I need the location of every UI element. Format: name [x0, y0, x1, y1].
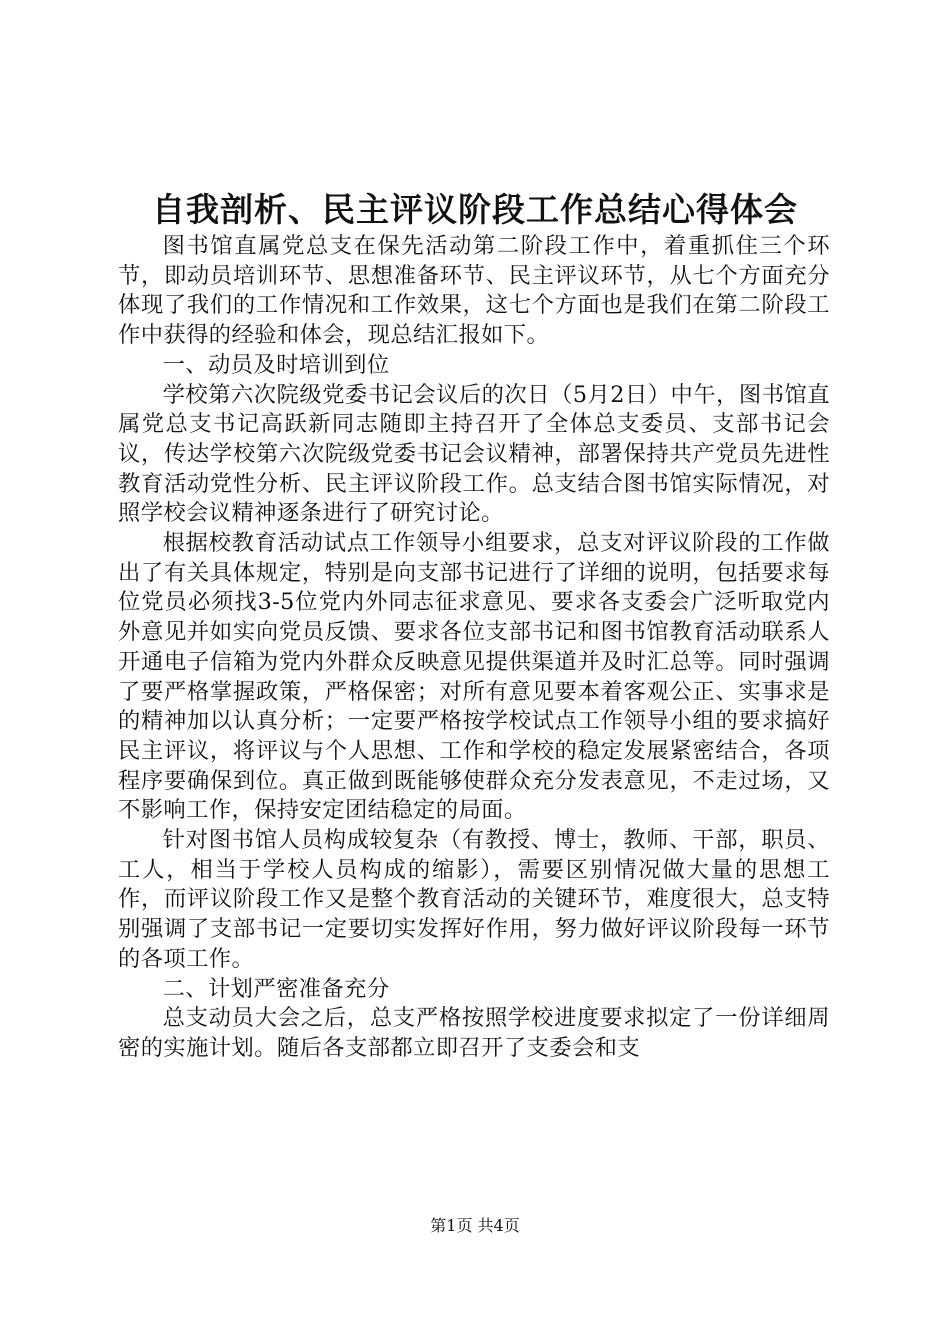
section-heading-1: 一、动员及时培训到位	[162, 351, 390, 378]
section-heading-2: 二、计划严密准备充分	[162, 975, 390, 1002]
paragraph-section2-a: 总支动员大会之后，总支严格按照学校进度要求拟定了一份详细周密的实施计划。随后各支部都立即召开了支委会和支	[118, 1005, 830, 1061]
page-footer: 第1页 共4页	[430, 1216, 520, 1235]
document-body	[118, 232, 830, 1064]
paragraph-section1-a: 学校第六次院级党委书记会议后的次日（5月2日）中午，图书馆直属党总支书记高跃新同志随即主持召开了全体总支委员、支部书记会议，传达学校第六次院级党委书记会议精神，部署保持共产党员先进性教育活动党性分析、民主评议阶段工作。总支结合图书馆实际情况，对照学校会议精神逐条进行了研究讨论。	[118, 381, 830, 527]
paragraph-intro: 图书馆直属党总支在保先活动第二阶段工作中，着重抓住三个环节，即动员培训环节、思想准备环节、民主评议环节，从七个方面充分体现了我们的工作情况和工作效果，这七个方面也是我们在第二阶段工作中获得的经验和体会，现总结汇报如下。	[118, 233, 830, 349]
paragraph-section1-c: 针对图书馆人员构成较复杂（有教授、博士，教师、干部，职员、工人，相当于学校人员构成的缩影），需要区别情况做大量的思想工作，而评议阶段工作又是整个教育活动的关键环节，难度很大，总支特别强调了支部书记一定要切实发挥好作用，努力做好评议阶段每一环节的各项工作。	[118, 827, 830, 972]
paragraph-section1-b: 根据校教育活动试点工作领导小组要求，总支对评议阶段的工作做出了有关具体规定，特别是向支部书记进行了详细的说明，包括要求每位党员必须找3-5位党内外同志征求意见、要求各支委会广泛听取党内外意见并如实向党员反馈、要求各位支部书记和图书馆教育活动联系人开通电子信箱为党内外群众反映意见提供渠道并及时汇总等。同时强调了要严格掌握政策，严格保密；对所有意见要本着客观公正、实事求是的精神加以认真分析；一定要严格按学校试点工作领导小组的要求搞好民主评议，将评议与个人思想、工作和学校的稳定发展紧密结合，各项程序要确保到位。真正做到既能够使群众充分发表意见，不走过场，又不影响工作，保持安定团结稳定的局面。	[118, 530, 830, 824]
document-title: 自我剖析、民主评议阶段工作总结心得体会	[152, 190, 798, 229]
